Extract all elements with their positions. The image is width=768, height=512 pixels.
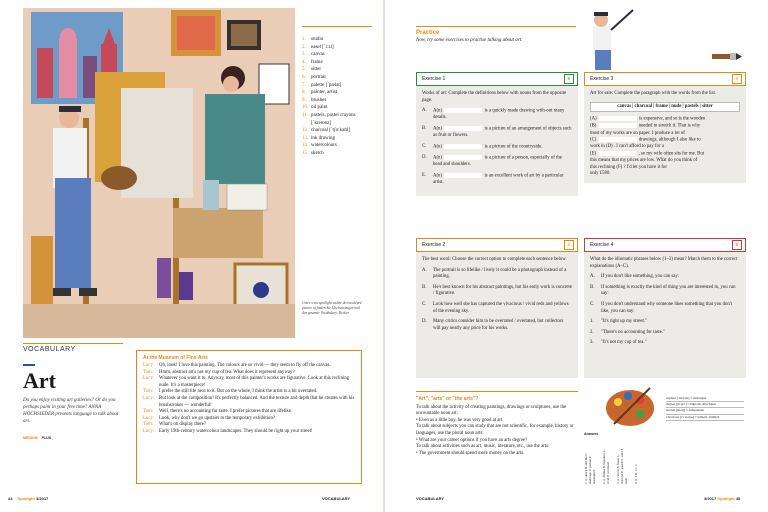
exercise-2: Exercise 2 ≡ The best word: Choose the correct option to complete each sentence below. A. The portrait is so lifelike / lively it could be a photograph instead of a painting. B. He's best known for his abstract paintings, but his early work is concrete / figurative. C. Look how well she has captured the vivacious / vivid reds and yellows of the evening sky. D. Many critics consider him to be overrated / overrated, but collectors will pay nearly any price for his works. xyxy=(416,238,578,378)
paragraph-line: this reclining (F) ? I'd let you have it for xyxy=(590,164,667,170)
list-item: 2. "There's no accounting for taste." xyxy=(590,329,666,335)
practice-title: Practice xyxy=(416,30,440,36)
glossary: capture [ˈkæptʃə] ≈ einfangen degree [dɪˈɡriː] ≈ Diplom, Abschluss stretch [stretʃ] ≈ aufspannen vivacious [vɪˈveɪʃəs] ≈ lebhaft, fröhlich xyxy=(666,396,744,421)
list-item: B. A(n) is a picture of an arrangement of objects such as fruit or flowers. xyxy=(422,125,572,139)
dialogue-line: Lucy: Look, why don't we go upstairs to the temporary exhibition? xyxy=(143,415,275,421)
answer-blank[interactable] xyxy=(599,123,637,128)
answer-blank[interactable] xyxy=(599,116,637,121)
level-icon: ≡ xyxy=(564,74,574,84)
answer-blank[interactable] xyxy=(444,173,482,178)
image-caption: Unter www.spotlight-online.de/vocab/art/ picture of finden Sie Übersetzungen und das gesamte Vocabulary: Becker xyxy=(302,301,362,315)
exercise-1-header: Exercise 1 ≡ xyxy=(416,72,578,86)
dialogue-title: At the Museum of Fine Arts xyxy=(143,355,208,361)
list-item: A. If you don't like something, you can say: xyxy=(590,274,680,280)
paragraph-line: this means that my prices are low. What do you think of xyxy=(590,158,698,164)
issue: 3/2017 xyxy=(36,496,49,501)
list-item: A. The portrait is so lifelike / lively it could be a photograph instead of a painting. xyxy=(422,267,567,280)
list-item: B. He's best known for his abstract paintings, but his early work is concrete / figurative. xyxy=(422,284,573,297)
list-item: 11. pastels, pastel crayons xyxy=(302,112,356,118)
answers-label: Answers xyxy=(584,432,599,436)
level-badge: MEDIUM xyxy=(23,436,38,440)
list-item: 12. charcoal [ˈtʃɑːkəʊl] xyxy=(302,128,351,134)
palette-icon xyxy=(604,384,656,430)
list-item: C. A(n) is a picture of the countryside. xyxy=(422,143,543,150)
page-number: 45 xyxy=(735,496,741,501)
answer-blank[interactable] xyxy=(444,155,482,160)
list-item: 3. "It's not my cup of tea." xyxy=(590,340,647,346)
level-icon: ≡ xyxy=(732,74,742,84)
painter-figure-icon xyxy=(575,6,635,70)
exercise-2-header: Exercise 2 ≡ xyxy=(416,238,578,252)
dialogue-line: Tom: Well, there's no accounting for taste. I prefer pictures that are lifelike. xyxy=(143,409,293,415)
brand-name: Spotlight xyxy=(717,496,735,501)
answer-blank[interactable] xyxy=(444,108,482,113)
practice-rule xyxy=(416,26,576,27)
vocab-word-list xyxy=(302,36,380,158)
paragraph-line: (A) is expensive, and so is the wooden xyxy=(590,116,706,122)
page-number: 44 xyxy=(8,496,13,501)
list-item: 4. frame xyxy=(302,59,323,65)
page-title: Art xyxy=(23,368,56,393)
paragraph-line: most of my works are on paper. I produce a lot of xyxy=(590,130,685,136)
dialogue-line: Tom: What's on display there? xyxy=(143,422,207,428)
paragraph-line: work in (D) . I can't afford to pay for a xyxy=(590,144,664,150)
exercise-3: Exercise 3 ≡ Art for sale: Complete the paragraph with the words from the list. canvas | charcoal | frame | nude | pastels | sitter (A) is expensive, and so is the wooden (B) needed to stretch it. That is why most of my works are on paper. I produce a lot of (C) drawings, although I also like to work in (D) . I can't afford to pay for a (E) , so my wife often sits for me. But this means that my prices are low. What do you think of this reclining (F) ? I'd let you have it for only £580. xyxy=(584,72,746,183)
right-footer xyxy=(704,496,740,501)
level-icon: ≡ xyxy=(564,240,574,250)
paragraph-line: (B) needed to stretch it. That is why xyxy=(590,124,701,129)
left-footer xyxy=(8,496,48,501)
answer-blank[interactable] xyxy=(598,151,636,156)
brand-name: Spotlight xyxy=(17,496,35,501)
left-page xyxy=(0,0,383,512)
right-footer-section: VOCABULARY xyxy=(416,496,445,501)
intro-text: Do you enjoy visiting art galleries? Or do you perhaps paint in your free time? ANNA HOCHSIEDER presents language to talk about art. xyxy=(23,398,119,424)
list-item: C. Look how well she has captured the vivacious / vivid reds and yellows of the evening sky. xyxy=(422,301,569,314)
list-item: 1. "It's right up my street." xyxy=(590,319,647,325)
level-icon: ≡ xyxy=(732,240,742,250)
left-footer-section: VOCABULARY xyxy=(322,496,351,501)
paragraph-line: only £580. xyxy=(590,171,611,177)
practice-subtitle: Now, try some exercises to practise talking about art. xyxy=(416,38,523,43)
list-item: 6. portrait xyxy=(302,74,326,80)
paragraph-line: (C) drawings, although I also like to xyxy=(590,137,701,143)
list-item: 7. palette [ˈpælət] xyxy=(302,82,342,88)
answer-blank[interactable] xyxy=(444,126,482,131)
section-rule xyxy=(23,343,123,344)
word-bank: canvas | charcoal | frame | nude | pastels | sitter xyxy=(590,102,740,113)
exercise-3-header: Exercise 3 ≡ xyxy=(584,72,746,86)
list-item: 10. oil paint xyxy=(302,105,328,111)
list-item: 5. sitter xyxy=(302,67,321,73)
dialogue-line: Lucy: But look at the composition! It's perfectly balanced. And the texture and depth that he creates with his brushstrokes — wonderful! xyxy=(143,395,355,408)
museum-dialogue-box xyxy=(136,350,362,484)
issue: 3/2017 xyxy=(704,496,717,501)
exercise-4: Exercise 4 ≡ What do the idiomatic phrases below (1–3) mean? Match them to the correct explanations (A–C). A. If you don't like something, you can say: B. If something is exactly the kind of thing you are interested in, you can say: C. If you don't understand why someone likes something that you don't like, you can say: 1. "It's right up my street." 2. "There's no accounting for taste." 3. "It's not my cup of tea." xyxy=(584,238,746,378)
list-item: 3. canvas xyxy=(302,52,325,58)
list-item: D. Many critics consider him to be overrated / overrated, but collectors will pay nearly any price for his works. xyxy=(422,319,564,331)
art-usage-note: "Art", "arts" or "the arts"? To talk about the activity of creating paintings, drawings or sculptures, use the uncountable noun art: • Even as a little boy, he was very good at art. To talk about subjects you can study that are not scientific, for example, history or languages, use the plural noun arts: • What are your career options if you have an arts degree? To talk about activities such as art, music, literature, etc., use the arts: • The government should spend more money on the arts. xyxy=(416,396,578,457)
artist-studio-illustration xyxy=(23,8,295,338)
plus-badge: PLUS xyxy=(41,436,52,440)
title-accent-bar xyxy=(23,364,35,366)
list-item: 13. ink drawing xyxy=(302,135,336,141)
list-item: 2. easel [ˈiːzl] xyxy=(302,44,334,50)
section-label: VOCABULARY xyxy=(23,346,76,353)
list-item: [ˈkreɪɒnz] xyxy=(311,120,332,126)
list-item: 1. studio xyxy=(302,37,324,42)
list-item: E. A(n) is an excellent work of art by a particular artist. xyxy=(422,172,564,185)
answer-blank[interactable] xyxy=(444,144,482,149)
paragraph-line: (E) , so my wife often sits for me. But xyxy=(590,151,705,157)
exercise-1: Exercise 1 ≡ Works of art: Complete the definitions below with nouns from the opposite page. A. A(n) is a quickly made drawing with-out many details. B. A(n) is a picture of an arrangement of objects such as fruit or flowers. C. A(n) is a picture of the countryside. D. A(n) is a picture of a person, especially of the head and shoulders. E. A(n) is an excellent work of art by a particular artist. xyxy=(416,72,578,196)
list-item: C. If you don't understand why someone likes something that you don't like, you can say: xyxy=(590,301,732,314)
level-tags xyxy=(23,436,51,440)
list-item: A. A(n) is a quickly made drawing with-out many details. xyxy=(422,108,565,121)
list-item: 9. brushes xyxy=(302,97,327,103)
dialogue-line: Tom: I prefer the still life next to it. But on the whole, I think the artist is a bit overrated. xyxy=(143,389,318,395)
answers-key: 1: A. sketch B. still life C. landscape D. portrait E. masterpiece 2: A. lifelike B. figurative C. vivid D. overrated 3: A. canvas B. frame C. charcoal D. pastels E. sitter F. nude 4: A. 3 B. 1 C. 2 xyxy=(584,448,638,484)
dialogue-line: Lucy: Early 19th-century watercolour landscapes. They should be right up your street! xyxy=(143,428,313,434)
list-item: B. If something is exactly the kind of thing you are interested in, you can say: xyxy=(590,284,736,297)
paintbrush-icon xyxy=(712,50,742,64)
note-title: "Art", "arts" or "the arts"? xyxy=(416,396,479,402)
dialogue-line: Lucy: Oh, look! I love this painting. The colours are so vivid — they seem to fly off the canvas. xyxy=(143,363,331,368)
list-item: 14. watercolours xyxy=(302,143,337,149)
list-item: 8. painter, artist xyxy=(302,90,338,96)
list-item: 15. sketch xyxy=(302,150,324,156)
dialogue-line: Tom: Hmm, abstract art's not my cup of tea. What does it represent anyway? xyxy=(143,369,295,375)
answer-blank[interactable] xyxy=(599,137,637,142)
list-item: D. A(n) is a picture of a person, especially of the head and shoulders. xyxy=(422,154,562,168)
dialogue-line: Lucy: Whatever you want it to. Anyway, most of this painter's works are figurative. Look at this reclining nude. It's a masterpiece! xyxy=(143,376,350,388)
exercise-4-header: Exercise 4 ≡ xyxy=(584,238,746,252)
